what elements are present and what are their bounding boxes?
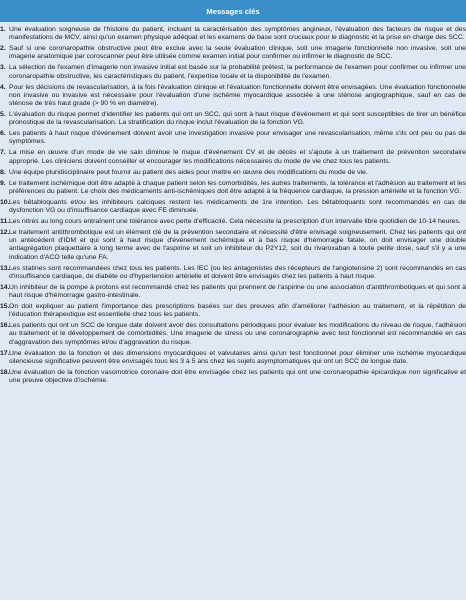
key-message-text: Les statines sont recommandées chez tous les patients. Les IEC (ou les antagonistes des récepteurs de l'angiotensine 2) sont recommandés en cas d'insuffisance cardiaque, de diabète ou d'hypertension artérielle et doivent être envisagés chez les patients à haut risque. [9,264,466,280]
key-message-text: Une évaluation soigneuse de l'histoire du patient, incluant la caractérisation des symptômes angineux, l'évaluation des facteurs de risque et des manifestations de MCV, ainsi qu'un examen physique adéquat et les examens de base sont cruciaux pour le diagnostic et la prise en charge des SCC. [9,26,466,42]
key-message-text: Un inhibiteur de la pompe à protons est recommandé chez les patients qui prennent de l'aspirine ou une association d'antithrombotiques et qui sont à haut risque d'hémorragie gastro-intestinale. [9,283,466,299]
key-message-text: Les patients à haut risque d'événement doivent avoir une investigation invasive pour envisager une revascularisation, même s'ils ont peu ou pas de symptômes. [9,130,466,146]
key-message-item [0,369,466,385]
key-message-number: 14. [0,283,10,291]
key-message-text: Une évaluation de la fonction vasomotrice coronaire doit être envisagée chez les patients qui ont une coronaropathie épicardique non significative et une preuve objective d'ischémie. [9,368,466,384]
section-header [0,0,466,22]
key-message-item [0,111,466,127]
key-message-item [0,218,466,226]
key-message-item [0,350,466,366]
key-message-item [0,284,466,300]
key-message-item [0,303,466,319]
key-message-text: Les nitrés au long cours entraînent une tolérance avec perte d'efficacité. Cela nécessite la prescription d'un intervalle libre quotidien de 10-14 heures. [9,218,461,226]
key-messages-list [0,26,466,388]
key-message-item [0,64,466,80]
key-message-item [0,84,466,108]
key-message-text: Une évaluation de la fonction et des dimensions myocardiques et valvulaires ainsi qu'un test fonctionnel pour éliminer une ischémie myocardique silencieuse significative peuvent être envisagés tous les 3 à 5 ans chez les sujets asymptomatiques qui ont un SCC de longue date. [9,349,466,365]
key-message-text: Le traitement antithrombotique est un élément clé de la prévention secondaire et nécessité d'être envisagé soigneusement. Chez les patients qui ont un antécédent d'IDM et qui sont à haut risque d'événement ischémique et à bas risque d'hémorragie fatale, on doit envisager une double antiagrégation plaquettaire à long terme avec de l'aspirine et soit un inhibiteur du P2Y12, soit du rivaroxaban à toute petite dose, sauf s'il y a une indication d'ACO telle qu'une FA. [9,229,466,261]
key-message-item [0,229,466,262]
key-message-text: L'évaluation du risque permet d'identifier les patients qui ont un SCC, qui sont à haut risque d'événement et qui sont susceptibles de tirer un bénéfice pronostique de la revascularisation. La stratification du risque inclut l'évaluation de la fonction VG. [9,110,466,127]
key-message-number: 11. [0,218,10,226]
key-message-text: La sélection de l'examen d'imagerie non invasive initial est basée sur la probabilité prétest, la performance de l'examen pour confirmer ou infirmer une coronaropathie obstructive, les caractéristiques du patient, l'expertise locale et la disponibilité de l'examen. [9,64,466,80]
key-message-item [0,199,466,215]
key-message-text: La mise en œuvre d'un mode de vie sain diminue le risque d'événement CV et de décès et s'ajoute à un traitement de prévention secondaire approprié. Les cliniciens doivent conseiller et encourager les modifications nécessaires du mode de vie chez tous les patients. [9,149,466,165]
key-message-item [0,149,466,165]
key-message-number: 1. [0,26,6,33]
key-message-text: Pour les décisions de revascularisation, à la fois l'évaluation clinique et l'évaluation fonctionnelle doivent être envisagées. Une évaluation fonctionnelle non invasive ou invasive est nécessaire pour l'évaluation d'une ischémie myocardique associée à une sténose angiographique, sauf en cas de sténose de très haut grade (> 90 % en diamètre). [9,83,466,107]
key-message-number: 18. [0,368,10,376]
key-message-number: 15. [0,303,10,310]
key-message-item [0,322,466,346]
key-message-item [0,26,466,42]
key-message-number: 8. [0,168,6,176]
key-message-number: 12. [0,229,10,237]
key-message-number: 2. [0,45,6,53]
key-message-number: 3. [0,64,6,72]
key-message-item [0,45,466,61]
key-message-item [0,169,466,177]
key-message-text: Les bêtabloquants et/ou les inhibiteurs calciques restent les médicaments de 1re intention. Les bêtabloquants sont recommandés en cas de dysfonction VG ou d'insuffisance cardiaque avec FE diminuée. [9,198,466,214]
key-message-item [0,130,466,146]
key-message-item [0,265,466,281]
key-messages-box [0,22,466,600]
key-message-number: 6. [0,130,6,138]
key-message-number: 4. [0,83,6,91]
key-message-text: Une équipe pluridisciplinaire peut fournir au patient des aides pour mettre en œuvre des modifications du mode de vie. [9,168,368,176]
key-message-number: 13. [0,264,10,272]
key-message-text: On doit expliquer au patient l'importance des prescriptions basées sur des preuves afin d'améliorer l'adhésion au traitement, et la répétition de l'éducation thérapeutique est essentielle chez tous les patients. [9,303,466,319]
key-message-number: 16. [0,322,10,330]
section-title: Messages clés [206,6,260,16]
key-message-number: 5. [0,110,6,118]
key-message-number: 17. [0,349,10,357]
key-message-text: Le traitement ischémique doit être adapté à chaque patient selon les comorbidités, les autres traitements, la tolérance et l'adhésion au traitement et les préférences du patient. Le choix des médicaments anti-ischémiques doit être adapté à la fréquence cardiaque, la pression artérielle et la fonction VG. [9,179,466,195]
key-message-number: 10. [0,198,10,206]
key-message-text: Sauf si une coronaropathie obstructive peut être exclue avec la seule évaluation clinique, soit une imagerie fonctionnelle non invasive, soit une imagerie anatomique par coroscanner peut être utilisée comme examen initial pour confirmer ou infirmer le diagnostic de SCC. [9,45,466,61]
key-message-item [0,180,466,196]
key-message-text: Les patients qui ont un SCC de longue date doivent avoir des consultations périodiques pour évaluer les modifications du niveau de risque, l'adhésion au traitement et le développement de comorbidités. Une imagerie de stress ou une coronarographie avec test fonctionnel est recommandée en cas d'aggravation des symptômes et/ou d'aggravation du risque. [9,322,466,346]
key-message-number: 9. [0,179,6,187]
key-message-number: 7. [0,149,6,157]
